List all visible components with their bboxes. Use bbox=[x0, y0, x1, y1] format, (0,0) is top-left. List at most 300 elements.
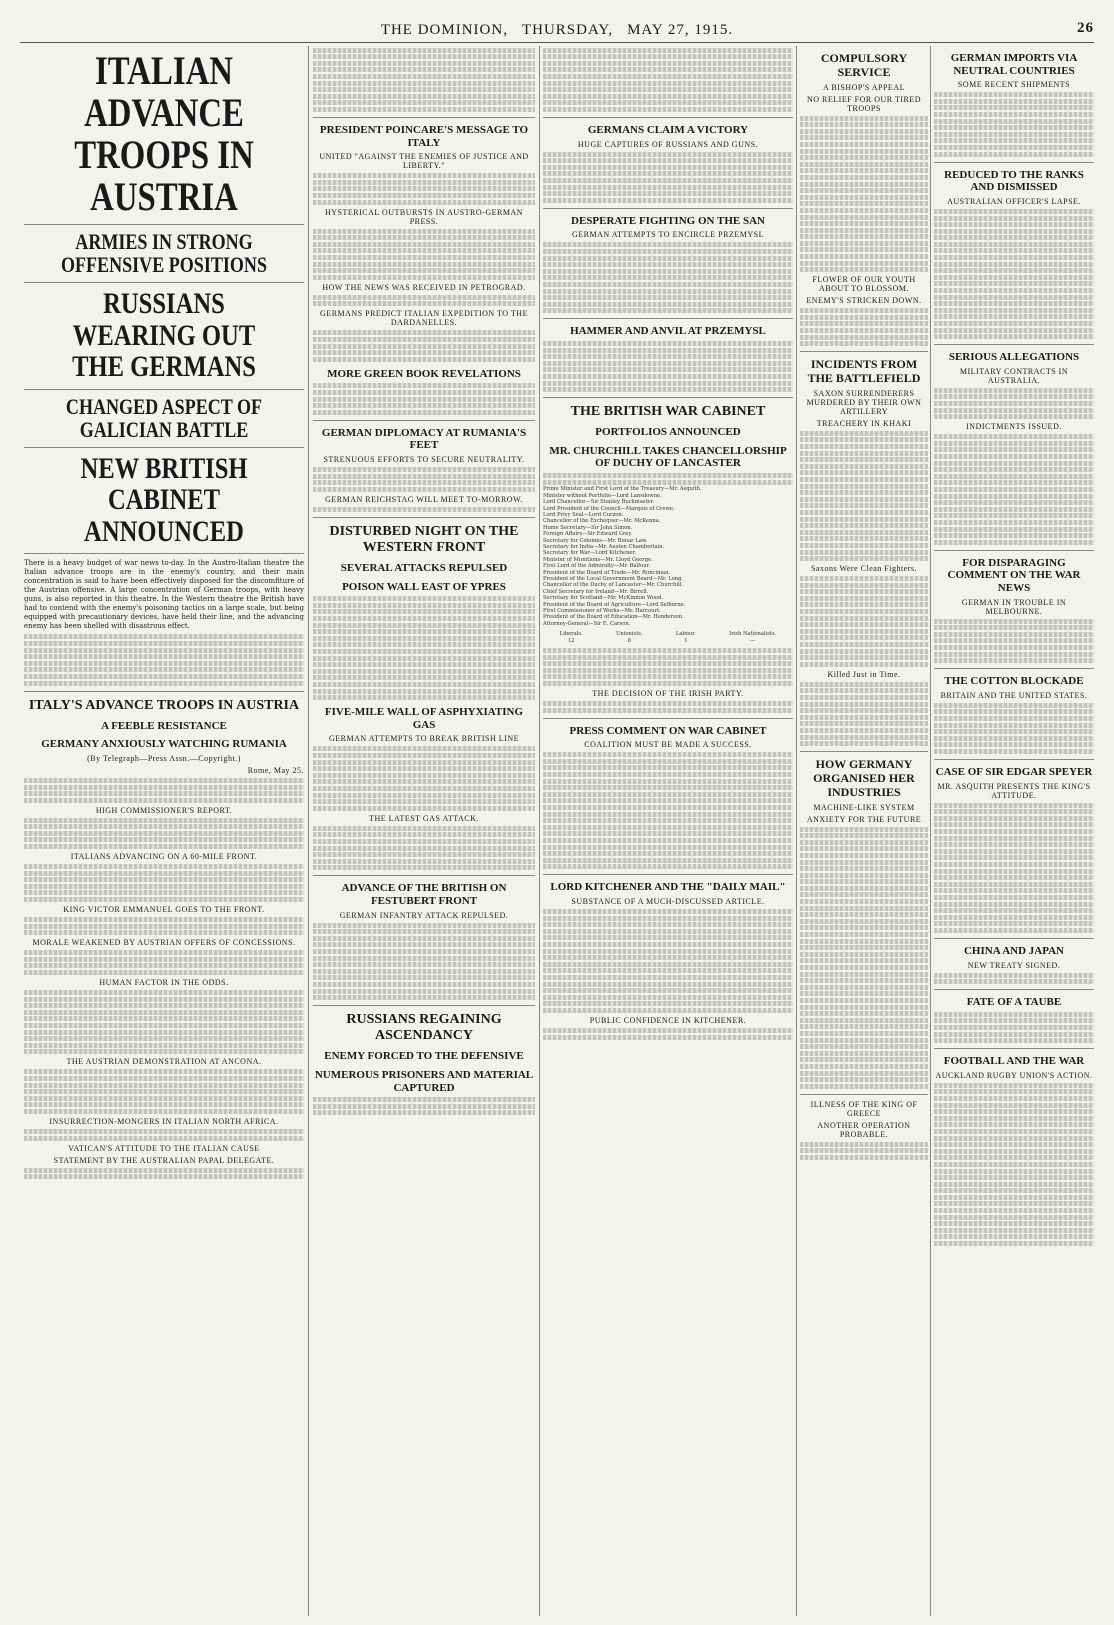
text-line bbox=[800, 321, 928, 326]
text-line bbox=[934, 716, 1094, 721]
text-line bbox=[800, 602, 928, 607]
text-line bbox=[313, 923, 535, 928]
text-line bbox=[800, 477, 928, 482]
text-line bbox=[800, 241, 928, 246]
article-headline: INCIDENTS FROM THE BATTLEFIELD bbox=[807, 357, 921, 386]
text-line bbox=[543, 185, 793, 190]
text-line bbox=[934, 321, 1094, 326]
text-line bbox=[313, 87, 535, 92]
text-line bbox=[543, 249, 793, 254]
text-line bbox=[934, 112, 1094, 117]
text-line bbox=[800, 503, 928, 508]
text-line bbox=[934, 145, 1094, 150]
text-line bbox=[313, 649, 535, 654]
text-line bbox=[24, 1010, 304, 1015]
divider bbox=[543, 718, 793, 719]
text-line bbox=[543, 81, 793, 86]
cabinet-entry: Minister of Munitions—Mr. Lloyd George. bbox=[543, 556, 653, 563]
cabinet-entry: First Lord of the Admiralty—Mr. Balfour. bbox=[543, 563, 651, 570]
text-line bbox=[24, 791, 304, 796]
article-headline: GERMANS CLAIM A VICTORY bbox=[587, 123, 749, 136]
text-line bbox=[313, 669, 535, 674]
text-line bbox=[313, 832, 535, 837]
text-line bbox=[800, 155, 928, 160]
divider bbox=[24, 691, 304, 692]
text-line bbox=[934, 888, 1094, 893]
text-line bbox=[800, 1051, 928, 1056]
text-line bbox=[800, 688, 928, 693]
text-line bbox=[543, 74, 793, 79]
text-line bbox=[313, 799, 535, 804]
text-line bbox=[543, 107, 793, 112]
text-line bbox=[543, 988, 793, 993]
dateline: Rome, May 25. bbox=[247, 765, 304, 775]
text-line bbox=[800, 1038, 928, 1043]
text-line bbox=[934, 822, 1094, 827]
text-line bbox=[934, 829, 1094, 834]
paper-name: THE DOMINION, bbox=[380, 21, 508, 38]
section-heading: MORALE WEAKENED BY AUSTRIAN OFFERS OF CONCESSIONS. bbox=[32, 938, 296, 948]
text-line bbox=[543, 158, 793, 163]
text-line bbox=[543, 982, 793, 987]
article-subhead: A BISHOP'S APPEAL bbox=[823, 82, 905, 92]
text-line bbox=[543, 759, 793, 764]
text-line bbox=[934, 849, 1094, 854]
text-line bbox=[800, 464, 928, 469]
text-line bbox=[24, 897, 304, 902]
text-line bbox=[24, 667, 304, 672]
text-line bbox=[934, 1182, 1094, 1187]
column-5 bbox=[934, 46, 1094, 1616]
text-line bbox=[543, 367, 793, 372]
text-line bbox=[800, 695, 928, 700]
cabinet-entry: Home Secretary—Sir John Simon. bbox=[543, 524, 633, 531]
article-subhead: MR. CHURCHILL TAKES CHANCELLORSHIP OF DUCHY OF LANCASTER bbox=[549, 444, 787, 470]
text-line bbox=[24, 1129, 304, 1134]
text-line bbox=[543, 916, 793, 921]
text-line bbox=[24, 798, 304, 803]
text-line bbox=[934, 334, 1094, 339]
text-line bbox=[313, 235, 535, 240]
text-line bbox=[543, 701, 793, 706]
text-line bbox=[543, 935, 793, 940]
article-subhead: ANXIETY FOR THE FUTURE bbox=[806, 814, 922, 824]
text-line bbox=[800, 728, 928, 733]
text-line bbox=[313, 193, 535, 198]
text-line bbox=[24, 1030, 304, 1035]
text-line bbox=[313, 100, 535, 105]
article-subhead: TREACHERY IN KHAKI bbox=[816, 418, 912, 428]
text-line bbox=[313, 642, 535, 647]
text-line bbox=[800, 655, 928, 660]
article-headline: REDUCED TO THE RANKS AND DISMISSED bbox=[944, 168, 1084, 194]
text-line bbox=[934, 1169, 1094, 1174]
divider bbox=[934, 938, 1094, 939]
cabinet-entry: Foreign Affairs—Sir Edward Grey. bbox=[543, 531, 633, 538]
text-line bbox=[934, 275, 1094, 280]
section-heading: PUBLIC CONFIDENCE IN KITCHENER. bbox=[589, 1015, 747, 1025]
text-line bbox=[543, 54, 793, 59]
text-line bbox=[543, 361, 793, 366]
text-line bbox=[800, 958, 928, 963]
text-line bbox=[934, 908, 1094, 913]
text-line bbox=[800, 985, 928, 990]
text-line bbox=[313, 995, 535, 1000]
text-line bbox=[313, 81, 535, 86]
text-line bbox=[313, 636, 535, 641]
text-line bbox=[934, 1188, 1094, 1193]
headline-galician: CHANGED ASPECT OF GALICIAN BATTLE bbox=[65, 393, 263, 442]
text-line bbox=[543, 851, 793, 856]
text-line bbox=[313, 67, 535, 72]
text-line bbox=[934, 500, 1094, 505]
text-line bbox=[800, 1044, 928, 1049]
text-line bbox=[24, 634, 304, 639]
text-line bbox=[313, 865, 535, 870]
article-headline: DESPERATE FIGHTING ON THE SAN bbox=[571, 214, 765, 227]
section-heading: HYSTERICAL OUTBURSTS IN AUSTRO-GERMAN PRESS. bbox=[325, 207, 523, 226]
text-line bbox=[313, 753, 535, 758]
text-line bbox=[800, 517, 928, 522]
section-heading: ITALIANS ADVANCING ON A 60-MILE FRONT. bbox=[70, 852, 258, 862]
text-line bbox=[543, 922, 793, 927]
article-subhead: GERMAN INFANTRY ATTACK REPULSED. bbox=[339, 910, 509, 920]
text-line bbox=[543, 674, 793, 679]
article-subhead: NUMEROUS PRISONERS AND MATERIAL CAPTURED bbox=[314, 1069, 534, 1094]
text-line bbox=[313, 200, 535, 205]
text-line bbox=[313, 180, 535, 185]
text-line bbox=[800, 1005, 928, 1010]
text-line bbox=[934, 1215, 1094, 1220]
text-line bbox=[934, 979, 1094, 984]
text-line bbox=[800, 195, 928, 200]
article-subhead: MILITARY CONTRACTS IN AUSTRALIA. bbox=[959, 366, 1069, 385]
text-line bbox=[934, 314, 1094, 319]
text-line bbox=[934, 480, 1094, 485]
text-line bbox=[934, 749, 1094, 754]
text-line bbox=[24, 648, 304, 653]
text-line bbox=[934, 229, 1094, 234]
text-line bbox=[934, 836, 1094, 841]
cabinet-entry: Chancellor of the Exchequer—Mr. McKenna. bbox=[543, 518, 661, 525]
text-line bbox=[313, 793, 535, 798]
text-line bbox=[543, 648, 793, 653]
text-line bbox=[543, 152, 793, 157]
text-line bbox=[543, 87, 793, 92]
text-line bbox=[800, 228, 928, 233]
divider bbox=[543, 318, 793, 319]
divider bbox=[543, 208, 793, 209]
divider bbox=[313, 1005, 535, 1006]
text-line bbox=[800, 840, 928, 845]
text-line bbox=[934, 216, 1094, 221]
text-line bbox=[543, 1035, 793, 1040]
text-line bbox=[934, 1089, 1094, 1094]
text-line bbox=[934, 454, 1094, 459]
text-line bbox=[543, 962, 793, 967]
text-line bbox=[24, 963, 304, 968]
article-headline: SERIOUS ALLEGATIONS bbox=[948, 351, 1080, 364]
text-line bbox=[313, 173, 535, 178]
text-line bbox=[934, 1234, 1094, 1239]
text-line bbox=[543, 798, 793, 803]
text-line bbox=[24, 1089, 304, 1094]
article-subhead: GERMAN ATTEMPTS TO ENCIRCLE PRZEMYSL bbox=[572, 230, 764, 240]
text-line bbox=[313, 623, 535, 628]
text-line bbox=[934, 248, 1094, 253]
text-line bbox=[934, 1129, 1094, 1134]
text-line bbox=[313, 989, 535, 994]
text-line bbox=[800, 925, 928, 930]
text-line bbox=[800, 932, 928, 937]
text-line bbox=[934, 1025, 1094, 1030]
text-line bbox=[800, 642, 928, 647]
headline-russians: RUSSIANS WEARING OUT THE GERMANS bbox=[72, 287, 256, 384]
text-line bbox=[543, 275, 793, 280]
text-line bbox=[934, 1096, 1094, 1101]
text-line bbox=[800, 1142, 928, 1147]
text-line bbox=[800, 457, 928, 462]
text-line bbox=[24, 641, 304, 646]
text-line bbox=[934, 638, 1094, 643]
divider bbox=[934, 759, 1094, 760]
text-line bbox=[24, 661, 304, 666]
text-line bbox=[800, 142, 928, 147]
text-line bbox=[313, 936, 535, 941]
text-line bbox=[800, 622, 928, 627]
text-line bbox=[934, 308, 1094, 313]
text-line bbox=[543, 262, 793, 267]
text-line bbox=[934, 295, 1094, 300]
text-line bbox=[934, 742, 1094, 747]
text-line bbox=[934, 209, 1094, 214]
text-line bbox=[24, 1016, 304, 1021]
text-line bbox=[800, 998, 928, 1003]
article-headline: GERMAN DIPLOMACY AT RUMANIA'S FEET bbox=[321, 426, 527, 452]
text-line bbox=[313, 746, 535, 751]
text-line bbox=[800, 308, 928, 313]
text-line bbox=[543, 838, 793, 843]
article-subhead: MR. ASQUITH PRESENTS THE KING'S ATTITUDE. bbox=[937, 781, 1091, 800]
text-line bbox=[934, 1122, 1094, 1127]
text-line bbox=[800, 451, 928, 456]
article-headline: FOOTBALL AND THE WAR bbox=[943, 1055, 1085, 1068]
text-line bbox=[313, 662, 535, 667]
text-line bbox=[800, 523, 928, 528]
text-line bbox=[800, 208, 928, 213]
article-subhead: GERMAN IN TROUBLE IN MELBOURNE. bbox=[961, 597, 1067, 616]
text-line bbox=[313, 609, 535, 614]
text-line bbox=[800, 431, 928, 436]
text-line bbox=[800, 182, 928, 187]
text-line bbox=[800, 939, 928, 944]
text-line bbox=[313, 839, 535, 844]
text-line bbox=[800, 972, 928, 977]
text-line bbox=[800, 1064, 928, 1069]
article-headline: CHINA AND JAPAN bbox=[963, 944, 1065, 957]
section-heading: Saxons Were Clean Fighters. bbox=[810, 564, 918, 574]
text-line bbox=[543, 831, 793, 836]
text-line bbox=[800, 873, 928, 878]
text-line bbox=[313, 403, 535, 408]
section-heading: HUMAN FACTOR IN THE ODDS. bbox=[99, 978, 229, 987]
text-line bbox=[800, 328, 928, 333]
text-line bbox=[313, 852, 535, 857]
cabinet-entry: Secretary for India—Mr. Austen Chamberlain. bbox=[543, 543, 665, 550]
cabinet-entry: Secretary for Colonies—Mr. Bonar Law. bbox=[543, 537, 648, 544]
text-line bbox=[543, 256, 793, 261]
text-line bbox=[24, 778, 304, 783]
column-4 bbox=[800, 46, 928, 1616]
text-line bbox=[934, 902, 1094, 907]
text-line bbox=[24, 1036, 304, 1041]
text-line bbox=[543, 864, 793, 869]
section-heading: INSURRECTION-MONGERS IN ITALIAN NORTH AFRICA. bbox=[49, 1116, 279, 1126]
text-line bbox=[24, 654, 304, 659]
text-line bbox=[800, 1057, 928, 1062]
text-line bbox=[313, 61, 535, 66]
text-line bbox=[543, 975, 793, 980]
column-rule bbox=[796, 46, 797, 1616]
column-rule bbox=[930, 46, 931, 1616]
article-headline: THE BRITISH WAR CABINET bbox=[570, 404, 766, 420]
text-line bbox=[934, 235, 1094, 240]
cabinet-entry: First Commissioner of Works—Mr. Harcourt. bbox=[543, 608, 661, 615]
text-line bbox=[543, 792, 793, 797]
text-line bbox=[313, 383, 535, 388]
text-line bbox=[800, 1148, 928, 1153]
text-line bbox=[934, 816, 1094, 821]
text-line bbox=[800, 583, 928, 588]
article-headline: FIVE-MILE WALL OF ASPHYXIATING GAS bbox=[324, 706, 524, 731]
text-line bbox=[800, 261, 928, 266]
text-line bbox=[934, 1109, 1094, 1114]
text-line bbox=[24, 864, 304, 869]
text-line bbox=[24, 681, 304, 686]
text-line bbox=[934, 119, 1094, 124]
text-line bbox=[313, 337, 535, 342]
article-subhead: PORTFOLIOS ANNOUNCED bbox=[595, 426, 741, 439]
text-line bbox=[313, 806, 535, 811]
text-line bbox=[934, 434, 1094, 439]
text-line bbox=[934, 625, 1094, 630]
text-line bbox=[800, 609, 928, 614]
cabinet-entry: Lord Chancellor—Sir Stanley Buckmaster. bbox=[543, 499, 655, 506]
cabinet-entry: Chancellor of the Duchy of Lancaster—Mr. Churchill. bbox=[543, 582, 684, 589]
text-line bbox=[934, 527, 1094, 532]
text-line bbox=[543, 825, 793, 830]
text-line bbox=[934, 619, 1094, 624]
text-line bbox=[543, 655, 793, 660]
headline-cabinet: NEW BRITISH CABINET ANNOUNCED bbox=[80, 451, 248, 548]
text-line bbox=[24, 884, 304, 889]
article-subhead: SEVERAL ATTACKS REPULSED bbox=[340, 561, 508, 574]
article-headline: LORD KITCHENER AND THE "DAILY MAIL" bbox=[550, 881, 786, 894]
divider bbox=[24, 389, 304, 390]
article-subhead: AUSTRALIAN OFFICER'S LAPSE. bbox=[947, 196, 1081, 206]
text-line bbox=[800, 662, 928, 667]
text-line bbox=[313, 74, 535, 79]
article-subhead: BRITAIN AND THE UNITED STATES. bbox=[940, 690, 1088, 700]
text-line bbox=[934, 533, 1094, 538]
article-headline: CASE OF SIR EDGAR SPEYER bbox=[935, 765, 1093, 778]
article-subhead: A FEEBLE RESISTANCE bbox=[101, 719, 227, 732]
text-line bbox=[934, 494, 1094, 499]
text-line bbox=[934, 447, 1094, 452]
text-line bbox=[800, 168, 928, 173]
text-line bbox=[543, 1008, 793, 1013]
text-line bbox=[543, 480, 793, 485]
text-line bbox=[313, 295, 535, 300]
text-line bbox=[543, 302, 793, 307]
text-line bbox=[934, 842, 1094, 847]
text-line bbox=[800, 616, 928, 621]
text-line bbox=[24, 890, 304, 895]
text-line bbox=[313, 779, 535, 784]
article-subhead: GERMAN ATTEMPTS TO BREAK BRITISH LINE bbox=[329, 734, 519, 744]
text-line bbox=[24, 924, 304, 929]
section-heading: FLOWER OF OUR YOUTH ABOUT TO BLOSSOM. bbox=[812, 275, 916, 294]
text-line bbox=[934, 928, 1094, 933]
text-line bbox=[934, 540, 1094, 545]
text-line bbox=[800, 629, 928, 634]
text-line bbox=[313, 1104, 535, 1109]
text-line bbox=[934, 658, 1094, 663]
text-line bbox=[24, 950, 304, 955]
text-line bbox=[800, 991, 928, 996]
divider bbox=[543, 874, 793, 875]
text-line bbox=[934, 882, 1094, 887]
text-line bbox=[934, 915, 1094, 920]
text-line bbox=[934, 709, 1094, 714]
page-number: 26 bbox=[1077, 20, 1094, 36]
text-line bbox=[24, 877, 304, 882]
text-line bbox=[313, 94, 535, 99]
text-line bbox=[313, 859, 535, 864]
divider bbox=[24, 224, 304, 225]
text-line bbox=[24, 837, 304, 842]
text-line bbox=[800, 735, 928, 740]
text-line bbox=[543, 348, 793, 353]
text-line bbox=[934, 1142, 1094, 1147]
text-line bbox=[543, 942, 793, 947]
text-line bbox=[543, 845, 793, 850]
section-heading: HOW THE NEWS WAS RECEIVED IN PETROGRAD. bbox=[322, 282, 526, 292]
text-line bbox=[24, 1023, 304, 1028]
section-heading: VATICAN'S ATTITUDE TO THE ITALIAN CAUSE bbox=[68, 1143, 260, 1153]
text-line bbox=[800, 589, 928, 594]
text-line bbox=[313, 942, 535, 947]
divider bbox=[934, 162, 1094, 163]
text-line bbox=[934, 723, 1094, 728]
text-line bbox=[543, 165, 793, 170]
article-subhead: MACHINE-LIKE SYSTEM bbox=[813, 802, 915, 812]
text-line bbox=[934, 1155, 1094, 1160]
text-line bbox=[934, 262, 1094, 267]
divider bbox=[934, 344, 1094, 345]
text-line bbox=[800, 221, 928, 226]
article-headline: THE COTTON BLOCKADE bbox=[944, 675, 1084, 688]
text-line bbox=[543, 381, 793, 386]
column-1 bbox=[24, 46, 304, 1616]
text-line bbox=[934, 875, 1094, 880]
masthead-date: MAY 27, 1915. bbox=[627, 21, 734, 38]
text-line bbox=[24, 957, 304, 962]
article-headline: FOR DISPARAGING COMMENT ON THE WAR NEWS bbox=[947, 556, 1081, 594]
text-line bbox=[543, 661, 793, 666]
text-line bbox=[934, 1038, 1094, 1043]
divider bbox=[313, 117, 535, 118]
